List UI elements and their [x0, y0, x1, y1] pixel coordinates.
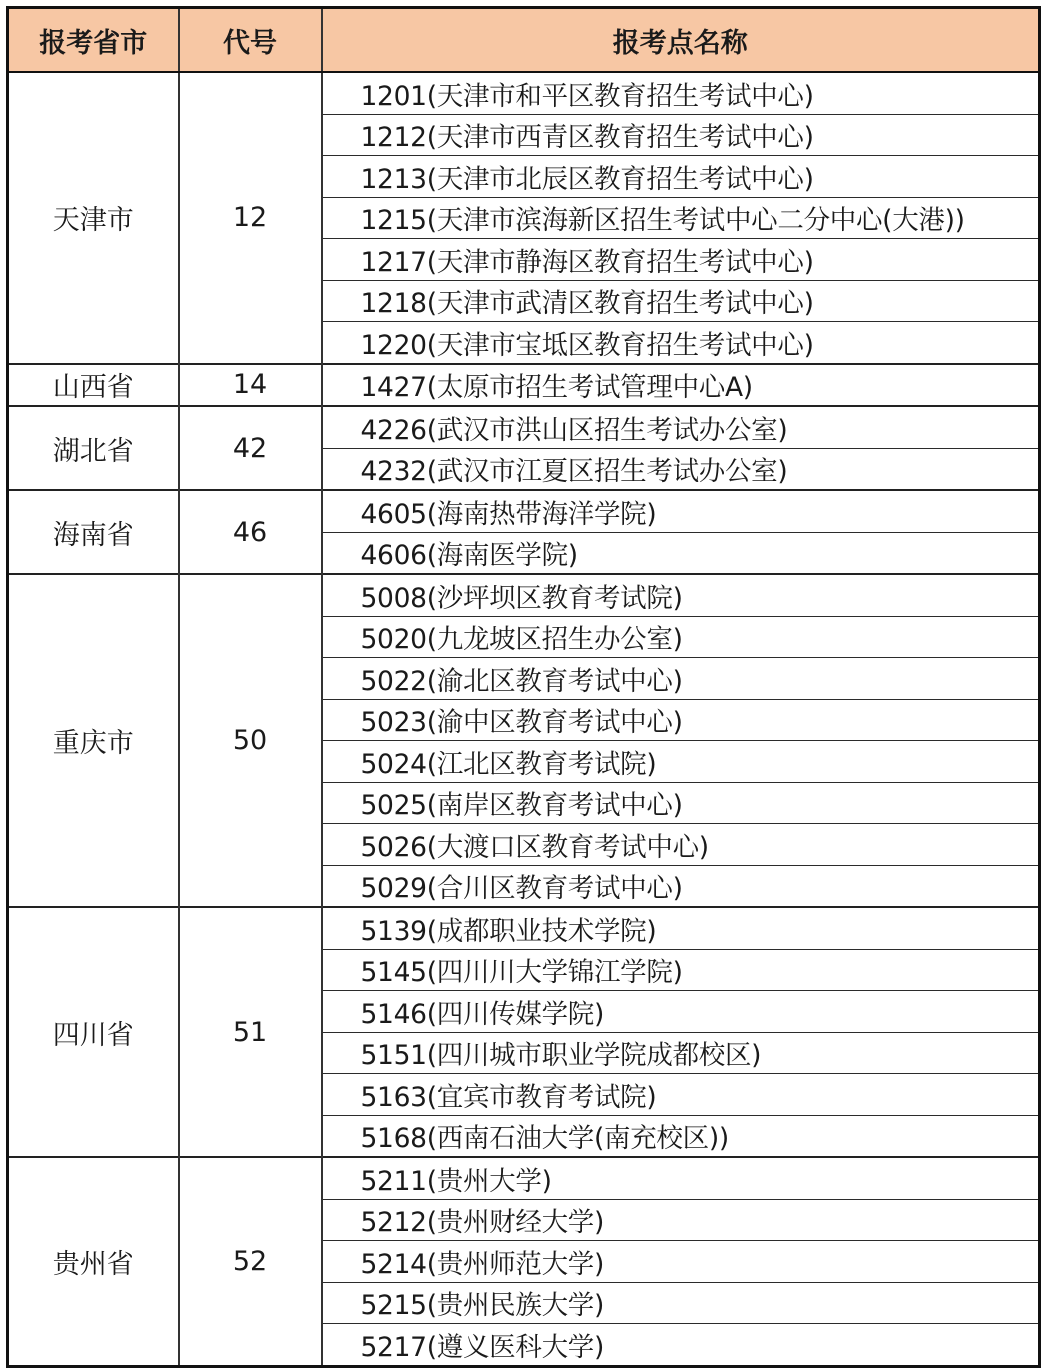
- province-code-cell: 12: [179, 72, 322, 364]
- exam-site-cell: 1217(天津市静海区教育招生考试中心): [322, 239, 1040, 281]
- province-cell: 天津市: [8, 72, 179, 364]
- header-row: [8, 8, 1040, 73]
- exam-site-cell: 5139(成都职业技术学院): [322, 907, 1040, 949]
- exam-site-table-container: [6, 6, 1038, 1368]
- header-site-name: 报考点名称: [322, 8, 1040, 73]
- table-row: [8, 490, 1040, 532]
- table-row: [8, 574, 1040, 616]
- table-row: [8, 907, 1040, 949]
- exam-site-cell: 5211(贵州大学): [322, 1157, 1040, 1199]
- header-code: 代号: [179, 8, 322, 73]
- exam-site-cell: 5026(大渡口区教育考试中心): [322, 824, 1040, 866]
- exam-site-cell: 5212(贵州财经大学): [322, 1199, 1040, 1241]
- exam-site-cell: 1427(太原市招生考试管理中心A): [322, 364, 1040, 407]
- exam-site-cell: 5163(宜宾市教育考试院): [322, 1074, 1040, 1116]
- exam-site-table: [6, 6, 1041, 1368]
- province-code-cell: 52: [179, 1157, 322, 1366]
- province-code-cell: 14: [179, 364, 322, 407]
- exam-site-cell: 1201(天津市和平区教育招生考试中心): [322, 72, 1040, 114]
- province-cell: 重庆市: [8, 574, 179, 907]
- exam-site-cell: 5008(沙坪坝区教育考试院): [322, 574, 1040, 616]
- exam-site-cell: 1220(天津市宝坻区教育招生考试中心): [322, 322, 1040, 364]
- exam-site-cell: 5023(渝中区教育考试中心): [322, 699, 1040, 741]
- table-header: [8, 8, 1040, 73]
- table-row: [8, 364, 1040, 407]
- province-code-cell: 51: [179, 907, 322, 1157]
- exam-site-cell: 1215(天津市滨海新区招生考试中心二分中心(大港)): [322, 197, 1040, 239]
- exam-site-cell: 5145(四川川大学锦江学院): [322, 949, 1040, 991]
- exam-site-cell: 4226(武汉市洪山区招生考试办公室): [322, 406, 1040, 448]
- table-row: [8, 406, 1040, 448]
- province-cell: 山西省: [8, 364, 179, 407]
- province-cell: 四川省: [8, 907, 179, 1157]
- exam-site-cell: 5217(遵义医科大学): [322, 1324, 1040, 1367]
- exam-site-cell: 1212(天津市西青区教育招生考试中心): [322, 114, 1040, 156]
- exam-site-cell: 5215(贵州民族大学): [322, 1282, 1040, 1324]
- exam-site-cell: 5020(九龙坡区招生办公室): [322, 616, 1040, 658]
- exam-site-cell: 5022(渝北区教育考试中心): [322, 658, 1040, 700]
- exam-site-cell: 5025(南岸区教育考试中心): [322, 782, 1040, 824]
- exam-site-cell: 4606(海南医学院): [322, 532, 1040, 574]
- exam-site-cell: 5151(四川城市职业学院成都校区): [322, 1032, 1040, 1074]
- exam-site-cell: 5168(西南石油大学(南充校区)): [322, 1115, 1040, 1157]
- header-province: 报考省市: [8, 8, 179, 73]
- exam-site-cell: 1218(天津市武清区教育招生考试中心): [322, 280, 1040, 322]
- exam-site-cell: 5029(合川区教育考试中心): [322, 865, 1040, 907]
- table-body: [8, 72, 1040, 1366]
- table-row: [8, 72, 1040, 114]
- exam-site-cell: 5146(四川传媒学院): [322, 991, 1040, 1033]
- exam-site-cell: 5214(贵州师范大学): [322, 1241, 1040, 1283]
- province-code-cell: 46: [179, 490, 322, 574]
- province-code-cell: 50: [179, 574, 322, 907]
- province-cell: 湖北省: [8, 406, 179, 490]
- province-cell: 海南省: [8, 490, 179, 574]
- exam-site-cell: 1213(天津市北辰区教育招生考试中心): [322, 156, 1040, 198]
- exam-site-cell: 4605(海南热带海洋学院): [322, 490, 1040, 532]
- province-code-cell: 42: [179, 406, 322, 490]
- province-cell: 贵州省: [8, 1157, 179, 1366]
- exam-site-cell: 5024(江北区教育考试院): [322, 741, 1040, 783]
- table-row: [8, 1157, 1040, 1199]
- exam-site-cell: 4232(武汉市江夏区招生考试办公室): [322, 448, 1040, 490]
